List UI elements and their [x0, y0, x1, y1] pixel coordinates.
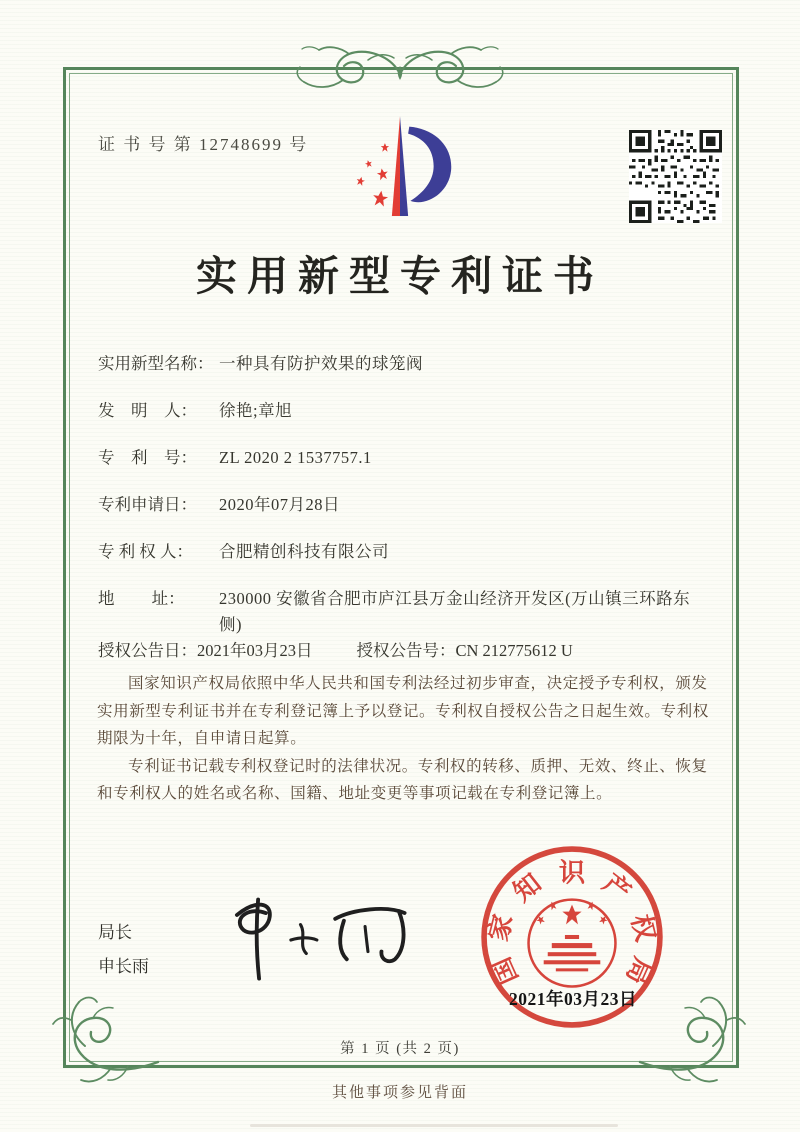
- grant-date-label: 授权公告日：: [98, 641, 197, 660]
- qr-code-icon: [629, 130, 722, 223]
- legal-paragraph-2: 专利证书记载专利权登记时的法律状况。专利权的转移、质押、无效、终止、恢复和专利权人的姓名或名称、国籍、地址变更等事项记载在专利登记簿上。: [97, 757, 708, 802]
- field-label: 专 利 号：: [98, 448, 197, 467]
- grant-date-value: 2021年03月23日: [197, 641, 313, 660]
- field-label: 发 明 人：: [98, 401, 197, 420]
- page-indicator: 第 1 页 (共 2 页): [340, 1041, 460, 1057]
- certificate-fields: [98, 351, 712, 664]
- field-value: 徐艳;章旭: [219, 401, 293, 420]
- top-flourish-ornament: [278, 40, 522, 100]
- commissioner-name: 申长雨: [98, 957, 149, 976]
- field-patent-number: [98, 445, 712, 471]
- field-filing-date: [98, 492, 712, 518]
- seal-char: 局: [620, 952, 658, 989]
- commissioner-signature-script: [208, 888, 420, 992]
- certificate-title: 实用新型专利证书: [196, 253, 604, 299]
- scan-shadow: [250, 1124, 618, 1127]
- field-value: 2020年07月28日: [219, 495, 340, 514]
- field-label: 实用新型名称：: [98, 354, 214, 373]
- commissioner-role: 局长: [98, 923, 132, 942]
- field-inventor: [98, 398, 712, 424]
- seal-char: 国: [486, 952, 524, 989]
- field-label: 专利申请日：: [98, 495, 197, 514]
- grant-number-pair: [357, 638, 573, 664]
- legal-body-text: [97, 670, 713, 808]
- certificate-number: 证 书 号 第 12748699 号: [98, 135, 309, 154]
- grant-number-label: 授权公告号：: [356, 641, 456, 660]
- field-value: ZL 2020 2 1537757.1: [219, 448, 372, 467]
- cnipa-logo-icon: [342, 113, 458, 225]
- field-address: [98, 586, 712, 638]
- back-note: 其他事项参见背面: [331, 1085, 468, 1101]
- seal-char: 权: [625, 911, 661, 945]
- seal-char: 知: [508, 868, 547, 908]
- seal-char: 产: [597, 868, 636, 908]
- grant-number-value: CN 212775612 U: [455, 641, 573, 660]
- legal-paragraph-1: 国家知识产权局依照中华人民共和国专利法经过初步审查，决定授予专利权，颁发实用新型专利证书并在专利登记簿上予以登记。专利权自授权公告之日起生效。专利权期限为十年，自申请日起算。: [97, 675, 709, 747]
- field-label: 专 利 权 人：: [98, 542, 193, 561]
- national-emblem-icon: [529, 900, 616, 987]
- field-value: 230000 安徽省合肥市庐江县万金山经济开发区(万山镇三环路东侧): [219, 589, 691, 634]
- field-label: 地 址：: [98, 589, 185, 608]
- commissioner-block: [98, 916, 149, 984]
- field-utility-model-name: [98, 351, 712, 377]
- field-grant-row: [98, 638, 712, 664]
- seal-char: 识: [558, 858, 586, 888]
- field-value: 合肥精创科技有限公司: [219, 542, 389, 561]
- field-value: 一种具有防护效果的球笼阀: [219, 354, 423, 373]
- seal-date: 2021年03月23日: [509, 989, 637, 1009]
- seal-char: 家: [483, 911, 519, 945]
- field-patentee: [98, 539, 712, 565]
